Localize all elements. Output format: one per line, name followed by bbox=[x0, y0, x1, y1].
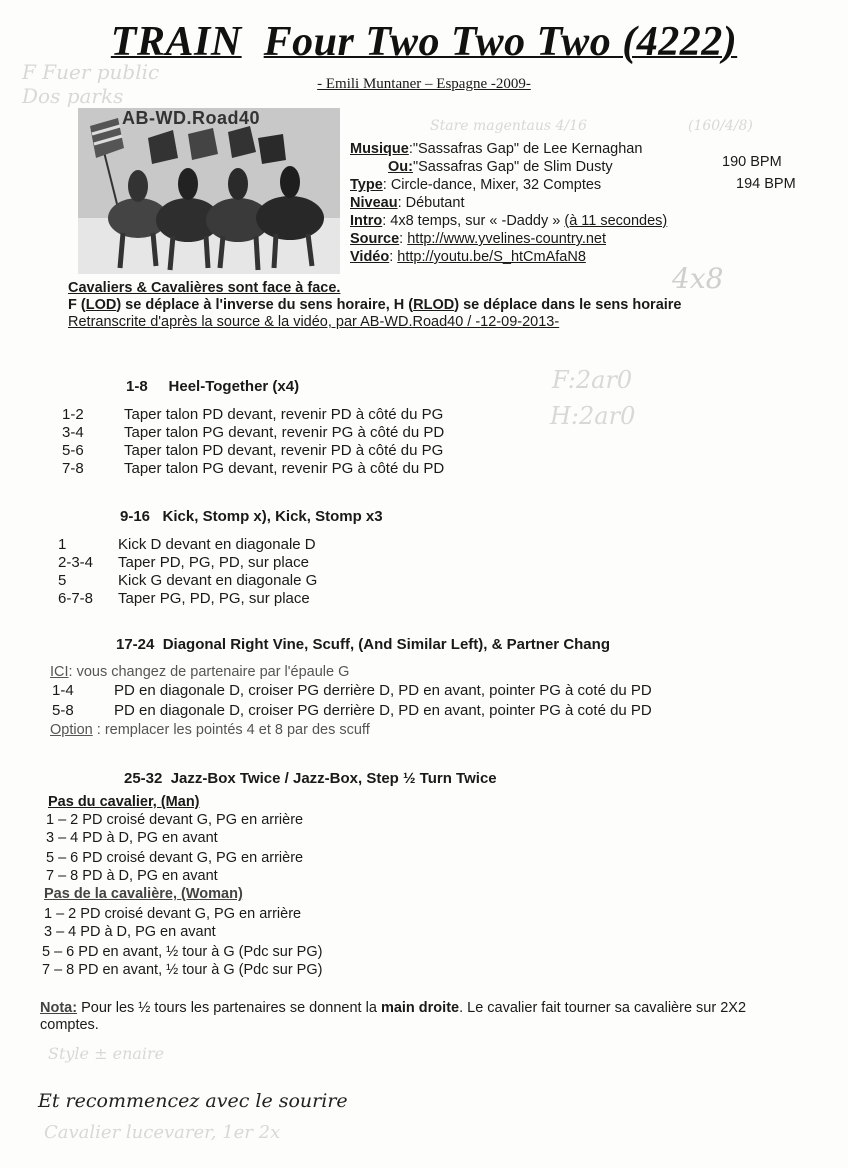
type-label: Type bbox=[350, 177, 383, 193]
section-4-count: 25-32 bbox=[124, 770, 163, 787]
partner-line-2c: ) se déplace dans le sens horaire bbox=[454, 297, 682, 313]
music-value: "Sassafras Gap" de Lee Kernaghan bbox=[412, 141, 643, 157]
title-train: TRAIN bbox=[110, 19, 242, 65]
music-row: Musique:"Sassafras Gap" de Lee Kernaghan bbox=[350, 141, 643, 157]
option-text: : remplacer les pointés 4 et 8 par des scuff bbox=[92, 722, 370, 738]
faint-note-7: H:2ar0 bbox=[550, 402, 636, 430]
section-3-title: Diagonal Right Vine, Scuff, (And Similar Left), & Partner Chang bbox=[162, 636, 610, 653]
source-label: Source bbox=[350, 231, 400, 247]
intro-row bbox=[350, 212, 667, 230]
option-label: Option bbox=[50, 722, 93, 738]
faint-note-6: F:2ar0 bbox=[552, 366, 633, 394]
nota-block bbox=[40, 1000, 780, 1034]
video-row bbox=[350, 248, 667, 266]
ici-label: ICI bbox=[50, 664, 69, 680]
step-description: Taper talon PD devant, revenir PD à côté du PG bbox=[124, 406, 444, 423]
step-description: Taper PG, PD, PG, sur place bbox=[118, 590, 310, 607]
partner-line-2b: ) se déplace à l'inverse du sens horaire, H ( bbox=[116, 297, 414, 313]
title-rest: Four Two Two Two (4222) bbox=[263, 19, 738, 65]
riders-illustration bbox=[78, 108, 340, 274]
music-label: Musique bbox=[350, 141, 409, 157]
riders-photo bbox=[78, 108, 340, 274]
woman-step: 5 – 6 PD en avant, ½ tour à G (Pdc sur PG) bbox=[42, 944, 323, 960]
woman-step: 3 – 4 PD à D, PG en avant bbox=[44, 924, 216, 940]
woman-steps-label: Pas de la cavalière, (Woman) bbox=[44, 886, 243, 902]
rlod-label: RLOD bbox=[413, 297, 455, 313]
partner-line-2 bbox=[68, 297, 682, 314]
partner-line-1: Cavaliers & Cavalières sont face à face. bbox=[68, 280, 341, 296]
author-text: - Emili Muntaner – Espagne -2009- bbox=[317, 76, 531, 92]
faint-note-5: 4x8 bbox=[672, 262, 724, 295]
ici-text: : vous changez de partenaire par l'épaule G bbox=[68, 664, 350, 680]
man-step: 5 – 6 PD croisé devant G, PG en arrière bbox=[46, 850, 304, 866]
faint-closing-note: Cavalier lucevarer, 1er 2x bbox=[44, 1122, 281, 1143]
photo-caption: AB-WD.Road40 bbox=[122, 108, 261, 128]
bpm-1: 190 BPM bbox=[722, 154, 782, 170]
section-1-count: 1-8 bbox=[126, 378, 148, 395]
level-label: Niveau bbox=[350, 195, 398, 211]
step-count: 5-6 bbox=[62, 442, 84, 459]
step-description: PD en diagonale D, croiser PG derrière D, PD en avant, pointer PG à coté du PD bbox=[114, 702, 652, 719]
nota-text-2: . Le cavalier fait tourner sa cavalière sur 2X2 comptes. bbox=[40, 1000, 747, 1033]
alt-music-value: "Sassafras Gap" de Slim Dusty bbox=[412, 159, 613, 175]
intro-time: (à 11 secondes) bbox=[564, 213, 668, 229]
alt-music-row bbox=[350, 158, 667, 176]
video-label: Vidéo bbox=[350, 249, 390, 265]
partner-line-3: Retranscrite d'après la source & la vidéo, par AB-WD.Road40 / -12-09-2013- bbox=[68, 314, 560, 330]
step-description: Taper PD, PG, PD, sur place bbox=[118, 554, 309, 571]
woman-step: 1 – 2 PD croisé devant G, PG en arrière bbox=[44, 906, 302, 922]
step-count: 1-4 bbox=[52, 682, 74, 699]
section-4-title: Jazz-Box Twice / Jazz-Box, Step ½ Turn Twice bbox=[170, 770, 497, 787]
section-4-header bbox=[124, 770, 497, 787]
level-value: : Débutant bbox=[397, 195, 465, 211]
source-row bbox=[350, 230, 667, 248]
section-3-header bbox=[116, 636, 610, 653]
type-row bbox=[350, 176, 667, 194]
page-title bbox=[0, 18, 848, 66]
partner-change-note bbox=[50, 664, 349, 680]
bpm-2: 194 BPM bbox=[736, 176, 796, 192]
step-description: Kick D devant en diagonale D bbox=[118, 536, 316, 553]
section-2-title: Kick, Stomp x), Kick, Stomp x3 bbox=[162, 508, 383, 525]
woman-step: 7 – 8 PD en avant, ½ tour à G (Pdc sur PG) bbox=[42, 962, 323, 978]
step-count: 1-2 bbox=[62, 406, 84, 423]
section-1-title: Heel-Together (x4) bbox=[168, 378, 300, 395]
nota-text-1: Pour les ½ tours les partenaires se donnent la bbox=[77, 1000, 381, 1016]
step-description: Kick G devant en diagonale G bbox=[118, 572, 318, 589]
man-steps-label: Pas du cavalier, (Man) bbox=[48, 794, 200, 810]
partner-intro bbox=[68, 280, 682, 331]
lod-label: LOD bbox=[85, 297, 117, 313]
dance-info bbox=[350, 140, 667, 266]
man-step: 3 – 4 PD à D, PG en avant bbox=[46, 830, 218, 846]
step-count: 5-8 bbox=[52, 702, 74, 719]
intro-label: Intro bbox=[350, 213, 383, 229]
option-note bbox=[50, 722, 370, 738]
section-2-count: 9-16 bbox=[120, 508, 151, 525]
section-2-header bbox=[120, 508, 383, 525]
type-value: : Circle-dance, Mixer, 32 Comptes bbox=[382, 177, 602, 193]
faint-note-3: Stare magentaus 4/16 bbox=[430, 118, 587, 134]
faint-note-1: F Fuer public bbox=[22, 60, 160, 84]
step-count: 3-4 bbox=[62, 424, 84, 441]
step-count: 2-3-4 bbox=[58, 554, 94, 571]
nota-bold: main droite bbox=[380, 1000, 460, 1016]
step-description: Taper talon PG devant, revenir PG à côté du PD bbox=[124, 424, 445, 441]
video-link[interactable]: http://youtu.be/S_htCmAfaN8 bbox=[397, 249, 586, 265]
nota-label: Nota: bbox=[40, 1000, 78, 1016]
partner-line-2a: F ( bbox=[68, 297, 86, 313]
alt-music-label: Ou: bbox=[388, 159, 413, 175]
man-step: 7 – 8 PD à D, PG en avant bbox=[46, 868, 218, 884]
step-count: 5 bbox=[58, 572, 67, 589]
step-count: 6-7-8 bbox=[58, 590, 94, 607]
step-description: Taper talon PD devant, revenir PD à côté du PG bbox=[124, 442, 444, 459]
faint-note-4: (160/4/8) bbox=[688, 118, 753, 134]
section-1-header bbox=[126, 378, 299, 395]
step-count: 7-8 bbox=[62, 460, 84, 477]
section-3-count: 17-24 bbox=[116, 636, 155, 653]
closing-script: Et recommencez avec le sourire bbox=[38, 1090, 348, 1112]
faint-note-2: Dos parks bbox=[22, 84, 124, 108]
source-link[interactable]: http://www.yvelines-country.net bbox=[407, 231, 607, 247]
step-description: Taper talon PG devant, revenir PG à côté du PD bbox=[124, 460, 445, 477]
man-step: 1 – 2 PD croisé devant G, PG en arrière bbox=[46, 812, 304, 828]
step-description: PD en diagonale D, croiser PG derrière D, PD en avant, pointer PG à coté du PD bbox=[114, 682, 652, 699]
source-sep: : bbox=[399, 231, 408, 247]
faint-style-note: Style ± enaire bbox=[48, 1044, 165, 1063]
step-count: 1 bbox=[58, 536, 67, 553]
intro-value: : 4x8 temps, sur « -Daddy » bbox=[382, 213, 565, 229]
level-row bbox=[350, 194, 667, 212]
author-line bbox=[0, 76, 848, 93]
video-sep: : bbox=[389, 249, 398, 265]
